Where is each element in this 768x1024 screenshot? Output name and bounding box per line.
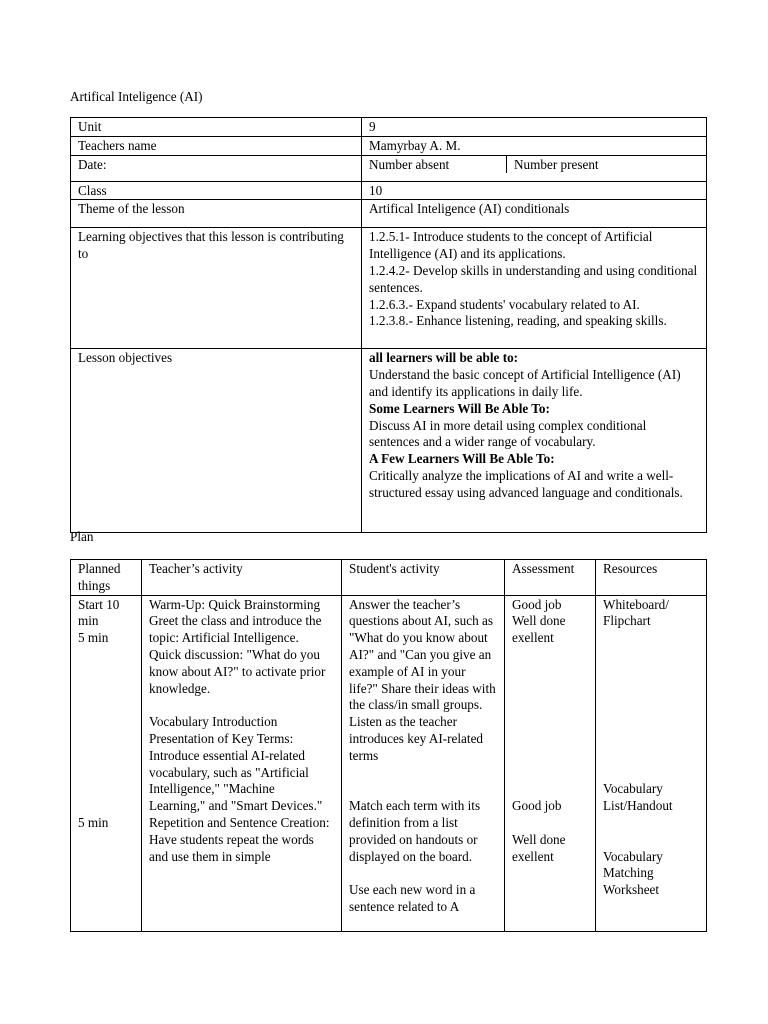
date-label: Date: [71,155,362,181]
lesson-info-table [70,117,707,533]
unit-label: Unit [71,118,362,137]
header-teacher-activity: Teacher’s activity [142,560,342,596]
lesson-objectives-label: Lesson objectives [71,349,362,533]
plan-table [70,559,707,932]
document-title: Artifical Inteligence (AI) [70,89,203,104]
theme-value: Artifical Inteligence (AI) conditionals [362,200,707,228]
header-resources: Resources [596,560,707,596]
lesson-objectives-value [362,349,707,533]
learning-objectives-value: 1.2.5.1- Introduce students to the concept of Artificial Intelligence (AI) and its applications. 1.2.4.2- Develop skills in understanding and using conditional sentences. 1.2.6.3.- Expand students' vocabulary related to AI. 1.2.3.8.- Enhance listening, reading, and speaking skills. [362,228,707,349]
assessment-cell: Good job Well done exellent Good job Well done exellent [505,595,596,931]
few-learners-text: Critically analyze the implications of AI and write a well-structured essay using advanced language and conditionals. [369,467,683,500]
number-absent-label: Number absent [362,156,507,174]
some-learners-heading: Some Learners Will Be Able To: [369,400,550,416]
teacher-activity-cell: Warm-Up: Quick Brainstorming Greet the class and introduce the topic: Artificial Intelligence. Quick discussion: "What do you know about AI?" to activate prior knowledge. Vocabulary Introduction Presentation of Key Terms: Introduce essential AI-related vocabulary, such as "Artificial Intelligence," "Machine Learning," and "Smart Devices." Repetition and Sentence Creation: Have students repeat the words and use them in simple [142,595,342,931]
class-label: Class [71,181,362,200]
some-learners-text: Discuss AI in more detail using complex conditional sentences and a wider range of vocabulary. [369,417,647,450]
teacher-value: Mamyrbay A. M. [362,136,707,155]
resources-cell: Whiteboard/ Flipchart Vocabulary List/Handout Vocabulary Matching Worksheet [596,595,707,931]
header-assessment: Assessment [505,560,596,596]
learning-objectives-label: Learning objectives that this lesson is contributing to [71,228,362,349]
few-learners-heading: A Few Learners Will Be Able To: [369,451,555,467]
all-learners-text: Understand the basic concept of Artificial Intelligence (AI) and identify its applications in daily life. [369,367,681,399]
planned-cell: Start 10 min 5 min 5 min [71,595,142,931]
header-student-activity: Student's activity [342,560,505,596]
theme-label: Theme of the lesson [71,200,362,228]
all-learners-heading: all learners will be able to: [369,350,519,366]
number-present-label: Number present [514,156,599,172]
attendance-cell [362,155,707,181]
student-activity-cell: Answer the teacher’s questions about AI, such as "What do you know about AI?" and "Can you give an example of AI in your life?" Share their ideas with the class/in small groups. Listen as the teacher introduces key AI-related terms Match each term with its definition from a list provided on handouts or displayed on the board. Use each new word in a sentence related to A [342,595,505,931]
unit-value: 9 [362,118,707,137]
class-value: 10 [362,181,707,200]
plan-label: Plan [70,529,94,544]
header-planned: Planned things [71,560,142,596]
teacher-label: Teachers name [71,136,362,155]
